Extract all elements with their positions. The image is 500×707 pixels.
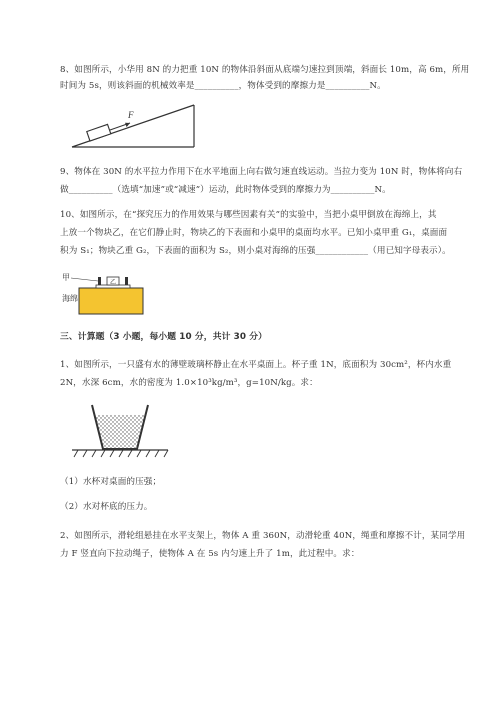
table-leg-left <box>98 277 101 285</box>
c1-subquestion-2: （2）水对杯底的压力。 <box>60 502 153 512</box>
force-label: F <box>128 110 134 120</box>
c1-text-line-2: 2N，水深 6cm，水的密度为 1.0×10³kg/m³，g=10N/kg。求： <box>60 378 318 388</box>
q10-text-line-2: 上放一个物块乙，在它们静止时，物块乙的下表面和小桌甲的桌面均水平。已知小桌甲重 G₁，桌面面 <box>60 228 448 238</box>
q9-text-line-2: 做__________（选填“加速”或“减速”）运动，此时物体受到的摩擦力为__________N。 <box>60 185 391 195</box>
table-hatching <box>74 450 168 457</box>
label-sponge: 海绵 <box>62 294 78 303</box>
sponge-table-figure <box>62 268 162 316</box>
incline-figure <box>70 103 200 153</box>
q10-text-line-3: 积为 S₁；物块乙重 G₂，下表面的面积为 S₂，则小桌对海绵的压强____________（用已知字母表示）。 <box>60 246 451 256</box>
label-jia: 甲 <box>62 273 70 282</box>
q10-text-line-1: 10、如图所示，在“探究压力的作用效果与哪些因素有关”的实验中，当把小桌甲倒放在海绵上，其 <box>60 210 437 220</box>
c1-subquestion-1: （1）水杯对桌面的压强； <box>60 477 162 487</box>
q8-text-line-2: 时间为 5s，则该斜面的机械效率是__________，物体受到的摩擦力是__________N。 <box>60 81 386 91</box>
q9-text-line-1: 9、物体在 30N 的水平拉力作用下在水平地面上向右做匀速直线运动。当拉力变为 10N 时，物体将向右 <box>60 167 463 177</box>
c1-text-line-1: 1、如图所示，一只盛有水的薄壁玻璃杯静止在水平桌面上。杯子重 1N，底面积为 30cm²，杯内水重 <box>60 360 452 370</box>
c2-text-line-2: 力 F 竖直向下拉动绳子，使物体 A 在 5s 内匀速上升了 1m，此过程中。求： <box>60 549 360 559</box>
q8-text-line-1: 8、如图所示，小华用 8N 的力把重 10N 的物体沿斜面从底端匀速拉到顶端，斜面长 10m，高 6m，所用 <box>60 65 470 75</box>
sponge-block <box>79 288 143 314</box>
table-leg-right <box>125 277 128 285</box>
label-jia-leader <box>71 278 98 281</box>
section-3-heading: 三、计算题（3 小题，每小题 10 分，共计 30 分） <box>60 332 268 342</box>
c2-text-line-1: 2、如图所示，滑轮组悬挂在水平支架上，物体 A 重 360N，动滑轮重 40N，绳重和摩擦不计，某同学用 <box>60 531 466 541</box>
water-glass-figure <box>70 403 170 459</box>
label-yi: 乙 <box>110 279 117 286</box>
block-on-incline <box>87 124 111 141</box>
